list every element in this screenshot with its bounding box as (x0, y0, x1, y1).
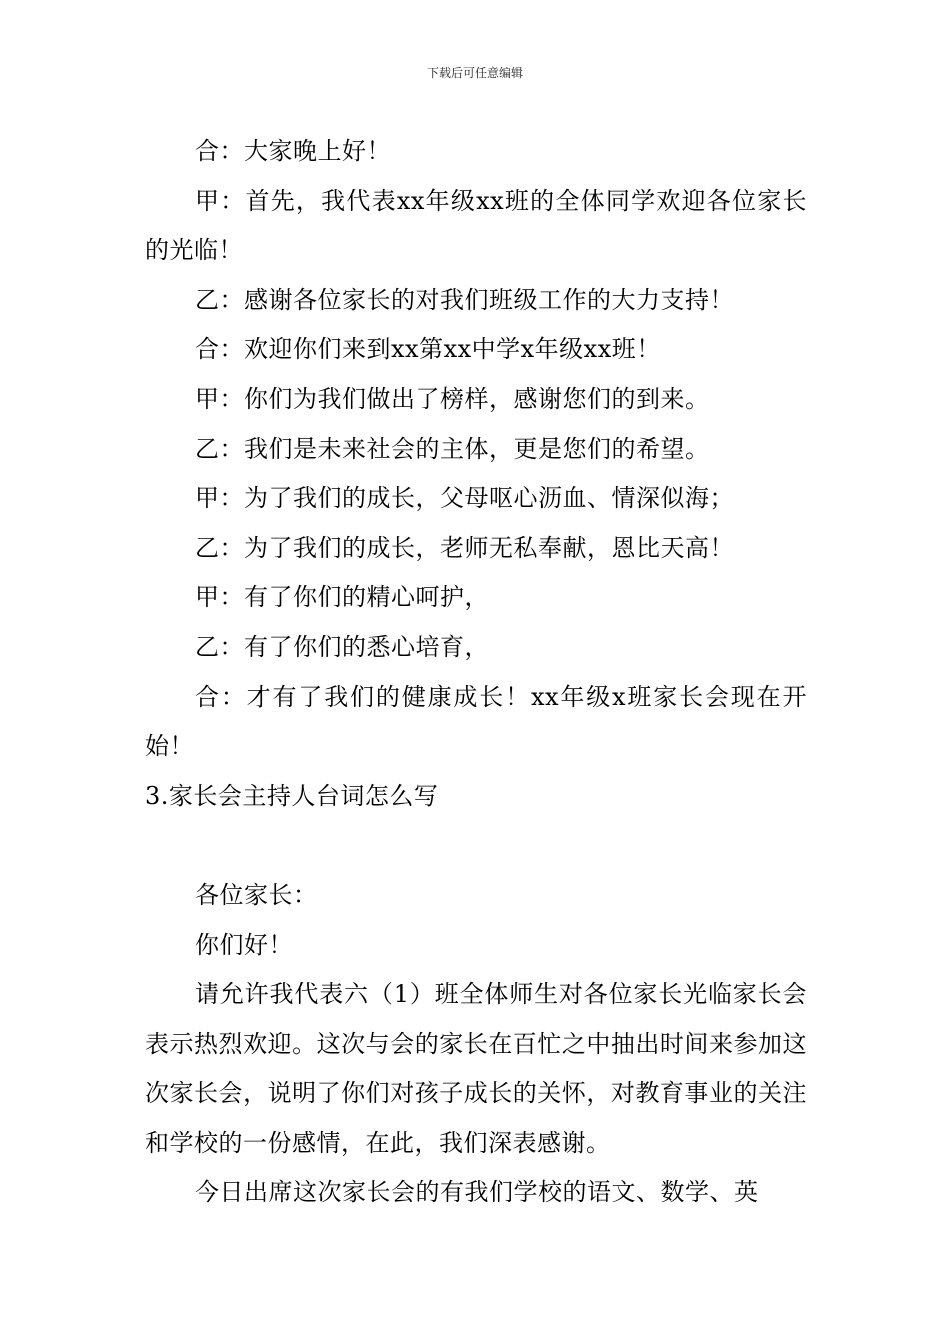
body-paragraph: 今日出席这次家长会的有我们学校的语文、数学、英 (195, 1178, 759, 1207)
dialogue-line: 合：大家晚上好！ (195, 137, 391, 165)
dialogue-line: 合：才有了我们的健康成长！xx年级x班家长会现在开始！ (145, 682, 807, 761)
dialogue-line: 合：欢迎你们来到xx第xx中学x年级xx班！ (195, 335, 661, 364)
blank-line (145, 821, 807, 871)
dialogue-line: 乙：感谢各位家长的对我们班级工作的大力支持！ (195, 285, 734, 314)
salutation: 各位家长： (195, 880, 318, 909)
dialogue-line: 甲：为了我们的成长，父母呕心沥血、情深似海； (195, 484, 734, 513)
dialogue-line: 乙：为了我们的成长，老师无私奉献，恩比天高！ (195, 533, 734, 562)
dialogue-line: 乙：有了你们的悉心培育， (195, 632, 489, 661)
body-paragraph: 请允许我代表六（1）班全体师生对各位家长光临家长会表示热烈欢迎。这次与会的家长在百忙之中抽出时间来参加这次家长会，说明了你们对孩子成长的关怀，对教育事业的关注和学校的一份感情，在此，我们深表感谢。 (145, 980, 807, 1157)
dialogue-line: 甲：首先，我代表xx年级xx班的全体同学欢迎各位家长的光临！ (145, 186, 807, 265)
page-header: 下载后可任意编辑 (426, 66, 523, 80)
dialogue-line: 甲：有了你们的精心呵护， (195, 583, 489, 612)
section-heading: 3.家长会主持人台词怎么写 (145, 781, 439, 810)
dialogue-line: 甲：你们为我们做出了榜样，感谢您们的到来。 (195, 384, 710, 413)
dialogue-line: 乙：我们是未来社会的主体，更是您们的希望。 (195, 434, 710, 463)
document-body (145, 127, 807, 1218)
greeting: 你们好！ (195, 930, 293, 959)
